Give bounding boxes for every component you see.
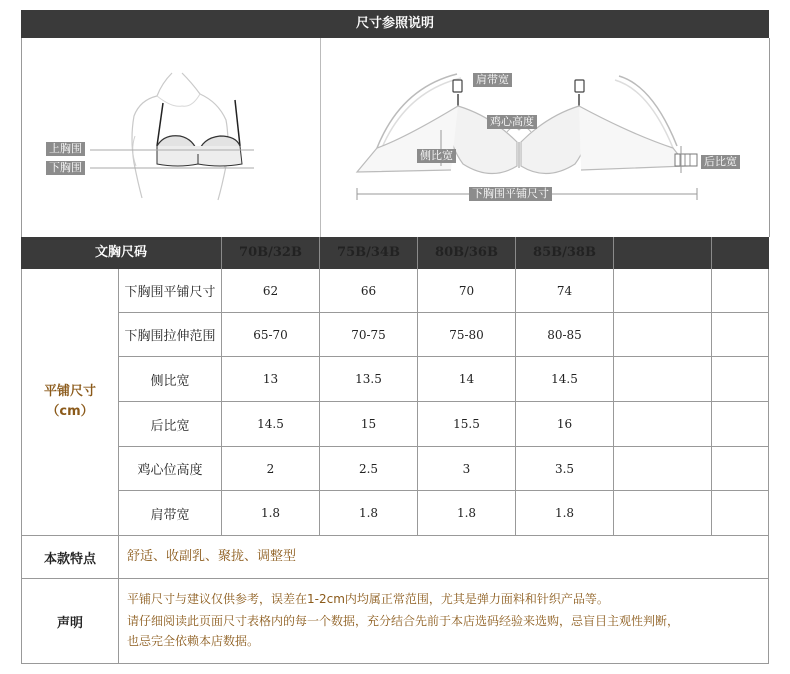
table-cell: 13 — [262, 372, 279, 386]
torso-illustration — [22, 38, 320, 237]
table-cell: 13.5 — [355, 372, 382, 386]
size-chart — [21, 10, 769, 664]
table-cell: 1.8 — [358, 506, 379, 520]
table-cell: 3 — [462, 461, 471, 476]
table-cell — [712, 447, 768, 490]
table-cell — [712, 357, 768, 401]
header-size-5 — [614, 237, 711, 269]
group-label-unit: （cm） — [46, 404, 94, 419]
header-size-3: 80B/36B — [435, 245, 498, 260]
table-cell — [712, 313, 768, 356]
row-label-side-width: 侧比宽 — [150, 373, 190, 389]
callout-side-width: 侧比宽 — [417, 149, 456, 163]
statement-line-3: 也忌完全依赖本店数据。 — [127, 634, 260, 648]
flat-bra-illustration — [321, 38, 769, 237]
callout-band-flat: 下胸围平铺尺寸 — [469, 187, 552, 201]
callout-back-width: 后比宽 — [701, 155, 740, 169]
table-cell: 70 — [458, 283, 475, 298]
table-cell: 1.8 — [456, 506, 477, 520]
table-cell: 2 — [266, 461, 275, 476]
statement-line-1: 平铺尺寸与建议仅供参考，误差在1-2cm内均属正常范围，尤其是弹力面料和针织产品等。 — [127, 592, 609, 606]
features-label: 本款特点 — [43, 551, 96, 567]
callout-strap-width: 肩带宽 — [473, 73, 512, 87]
statement-text — [127, 588, 763, 650]
table-cell: 3.5 — [554, 461, 575, 476]
diagram-row — [21, 38, 770, 237]
callout-upper-bust: 上胸围 — [46, 142, 85, 156]
callout-gore-height: 鸡心高度 — [487, 115, 537, 129]
header-size-1: 70B/32B — [239, 245, 302, 260]
table-cell: 1.8 — [554, 506, 575, 520]
group-label-text: 平铺尺寸 — [43, 384, 96, 399]
table-cell: 65-70 — [253, 327, 288, 342]
statement-line-2: 请仔细阅读此页面尺寸表格内的每一个数据，充分结合先前于本店选码经验来选购，忌盲目主观性判断， — [127, 614, 680, 628]
table-cell: 66 — [360, 283, 377, 298]
table-cell: 80-85 — [547, 327, 582, 342]
table-cell: 62 — [262, 283, 279, 298]
group-label-flat-size — [22, 269, 118, 535]
table-cell: 75-80 — [449, 327, 484, 342]
row-label-band-flat: 下胸围平铺尺寸 — [124, 285, 216, 300]
header-size-2: 75B/34B — [337, 245, 400, 260]
page-title: 尺寸参照说明 — [21, 10, 769, 38]
table-cell: 16 — [556, 417, 573, 431]
table-cell — [614, 313, 711, 356]
table-cell: 15.5 — [453, 417, 480, 431]
table-cell — [614, 447, 711, 490]
features-text: 舒适、收副乳、聚拢、调整型 — [127, 549, 297, 564]
table-cell: 74 — [556, 283, 573, 298]
table-cell: 70-75 — [351, 327, 386, 342]
callout-under-bust: 下胸围 — [46, 161, 85, 175]
header-size-label: 文胸尺码 — [94, 245, 147, 260]
table-cell — [614, 357, 711, 401]
table-cell: 1.8 — [260, 506, 281, 520]
table-cell: 15 — [360, 417, 377, 431]
table-cell — [712, 491, 768, 535]
table-cell — [712, 269, 768, 312]
header-size-6 — [712, 237, 769, 269]
statement-label: 声明 — [56, 615, 83, 631]
table-cell: 14.5 — [257, 417, 284, 431]
table-cell: 14 — [458, 372, 475, 386]
header-size-4: 85B/38B — [533, 245, 596, 260]
size-header-row — [21, 237, 769, 269]
torso-figure — [22, 38, 320, 237]
row-label-band-stretch: 下胸围拉伸范围 — [124, 329, 216, 344]
table-cell — [614, 402, 711, 446]
flat-bra-figure — [321, 38, 769, 237]
row-label-back-width: 后比宽 — [150, 418, 190, 434]
table-cell — [712, 402, 768, 446]
table-cell — [614, 269, 711, 312]
table-cell: 2.5 — [358, 461, 379, 476]
row-label-gore-height: 鸡心位高度 — [137, 463, 203, 478]
row-label-strap-width: 肩带宽 — [150, 507, 190, 523]
table-cell: 14.5 — [551, 372, 578, 386]
table-cell — [614, 491, 711, 535]
